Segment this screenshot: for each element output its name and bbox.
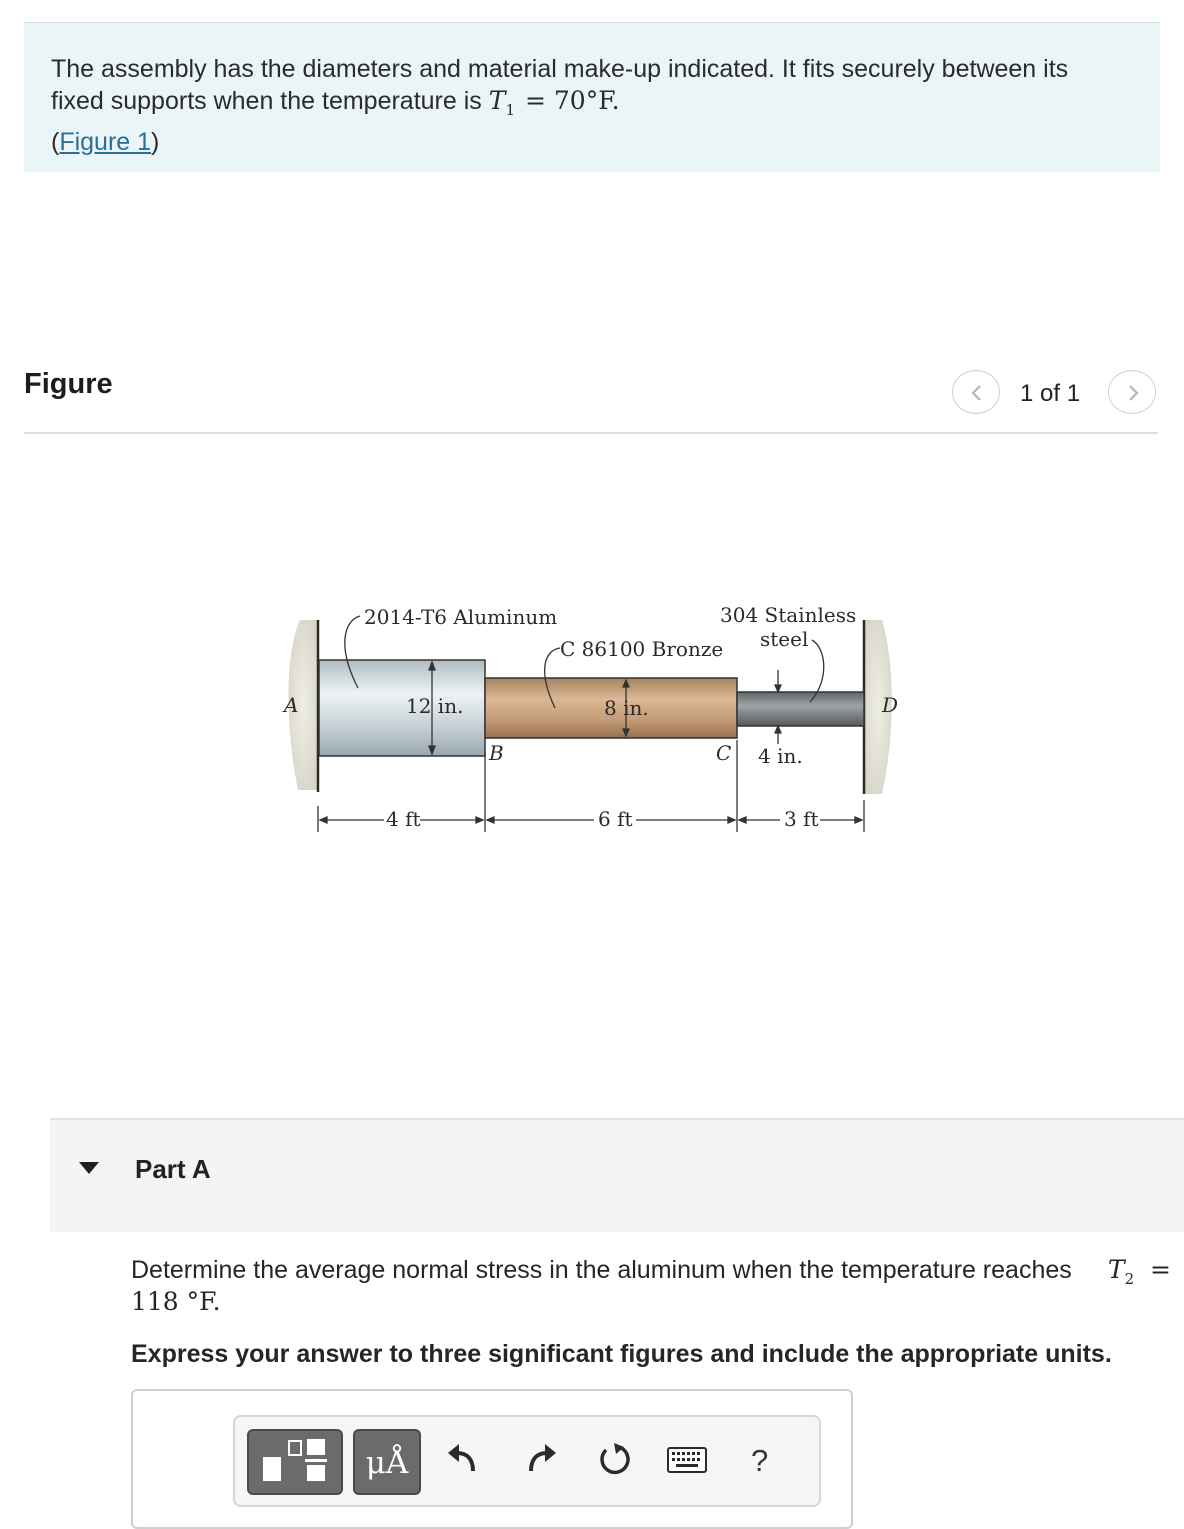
- steel-length-label: 3 ft: [784, 807, 819, 831]
- point-d-label: D: [882, 693, 899, 717]
- reset-icon[interactable]: [597, 1441, 633, 1477]
- previous-figure-button[interactable]: [952, 370, 1000, 414]
- steel-segment: [737, 692, 864, 726]
- steel-label-line-1: 304 Stainless: [720, 603, 857, 627]
- templates-icon: [249, 1431, 341, 1493]
- intro-text: [51, 53, 1131, 158]
- pager-count: 1 of 1: [1020, 380, 1081, 407]
- keyboard-icon[interactable]: [667, 1447, 707, 1473]
- chevron-left-icon: [969, 383, 985, 403]
- intro-panel: [24, 22, 1160, 172]
- intro-line-2: fixed supports when the temperature is: [51, 87, 482, 115]
- bronze-length-label: 6 ft: [598, 807, 633, 831]
- redo-icon[interactable]: [525, 1441, 559, 1475]
- units-button[interactable]: [353, 1429, 421, 1495]
- aluminum-label: 2014-T6 Aluminum: [364, 605, 558, 629]
- point-c-label: C: [716, 741, 732, 765]
- aluminum-diameter-label: 12 in.: [406, 694, 464, 718]
- undo-icon[interactable]: [445, 1441, 479, 1475]
- steel-label-line-2: steel: [760, 627, 809, 651]
- help-button[interactable]: ?: [751, 1443, 769, 1478]
- aluminum-length-label: 4 ft: [386, 807, 421, 831]
- part-a-header[interactable]: [50, 1118, 1184, 1232]
- question-prefix: Determine the average normal stress in the aluminum when the temperature reaches: [131, 1256, 1072, 1284]
- bronze-label: C 86100 Bronze: [560, 637, 724, 661]
- figure-link-line: (Figure 1): [51, 128, 160, 156]
- assembly-figure: [0, 560, 1184, 860]
- steel-diameter-label: 4 in.: [758, 744, 803, 768]
- t1-variable: $T_1$: [488, 86, 515, 119]
- answer-instruction: Express your answer to three significant figures and include the appropriate units.: [131, 1340, 1112, 1368]
- t2-value: 118 °F.: [131, 1287, 221, 1316]
- next-figure-button[interactable]: [1108, 370, 1156, 414]
- figure-divider: [24, 432, 1158, 434]
- answer-toolbar: [233, 1415, 821, 1507]
- intro-line-1: The assembly has the diameters and material make-up indicated. It fits securely between its: [51, 55, 1069, 83]
- t1-value: = 70°F.: [524, 86, 620, 115]
- t2-variable: $T_2$ =: [1107, 1255, 1171, 1288]
- question-text: [131, 1254, 1181, 1318]
- units-button-label: μÅ: [365, 1445, 409, 1481]
- answer-input-box[interactable]: [131, 1389, 853, 1529]
- templates-button[interactable]: [247, 1429, 343, 1495]
- figure-pager: [950, 368, 1160, 418]
- chevron-right-icon: [1125, 383, 1141, 403]
- figure-heading: Figure: [24, 368, 113, 400]
- figure-1-link[interactable]: Figure 1: [59, 128, 152, 156]
- bronze-diameter-label: 8 in.: [604, 696, 649, 720]
- caret-down-icon[interactable]: [78, 1160, 100, 1176]
- part-a-title: Part A: [135, 1154, 211, 1184]
- point-b-label: B: [489, 741, 504, 765]
- point-a-label: A: [284, 693, 299, 717]
